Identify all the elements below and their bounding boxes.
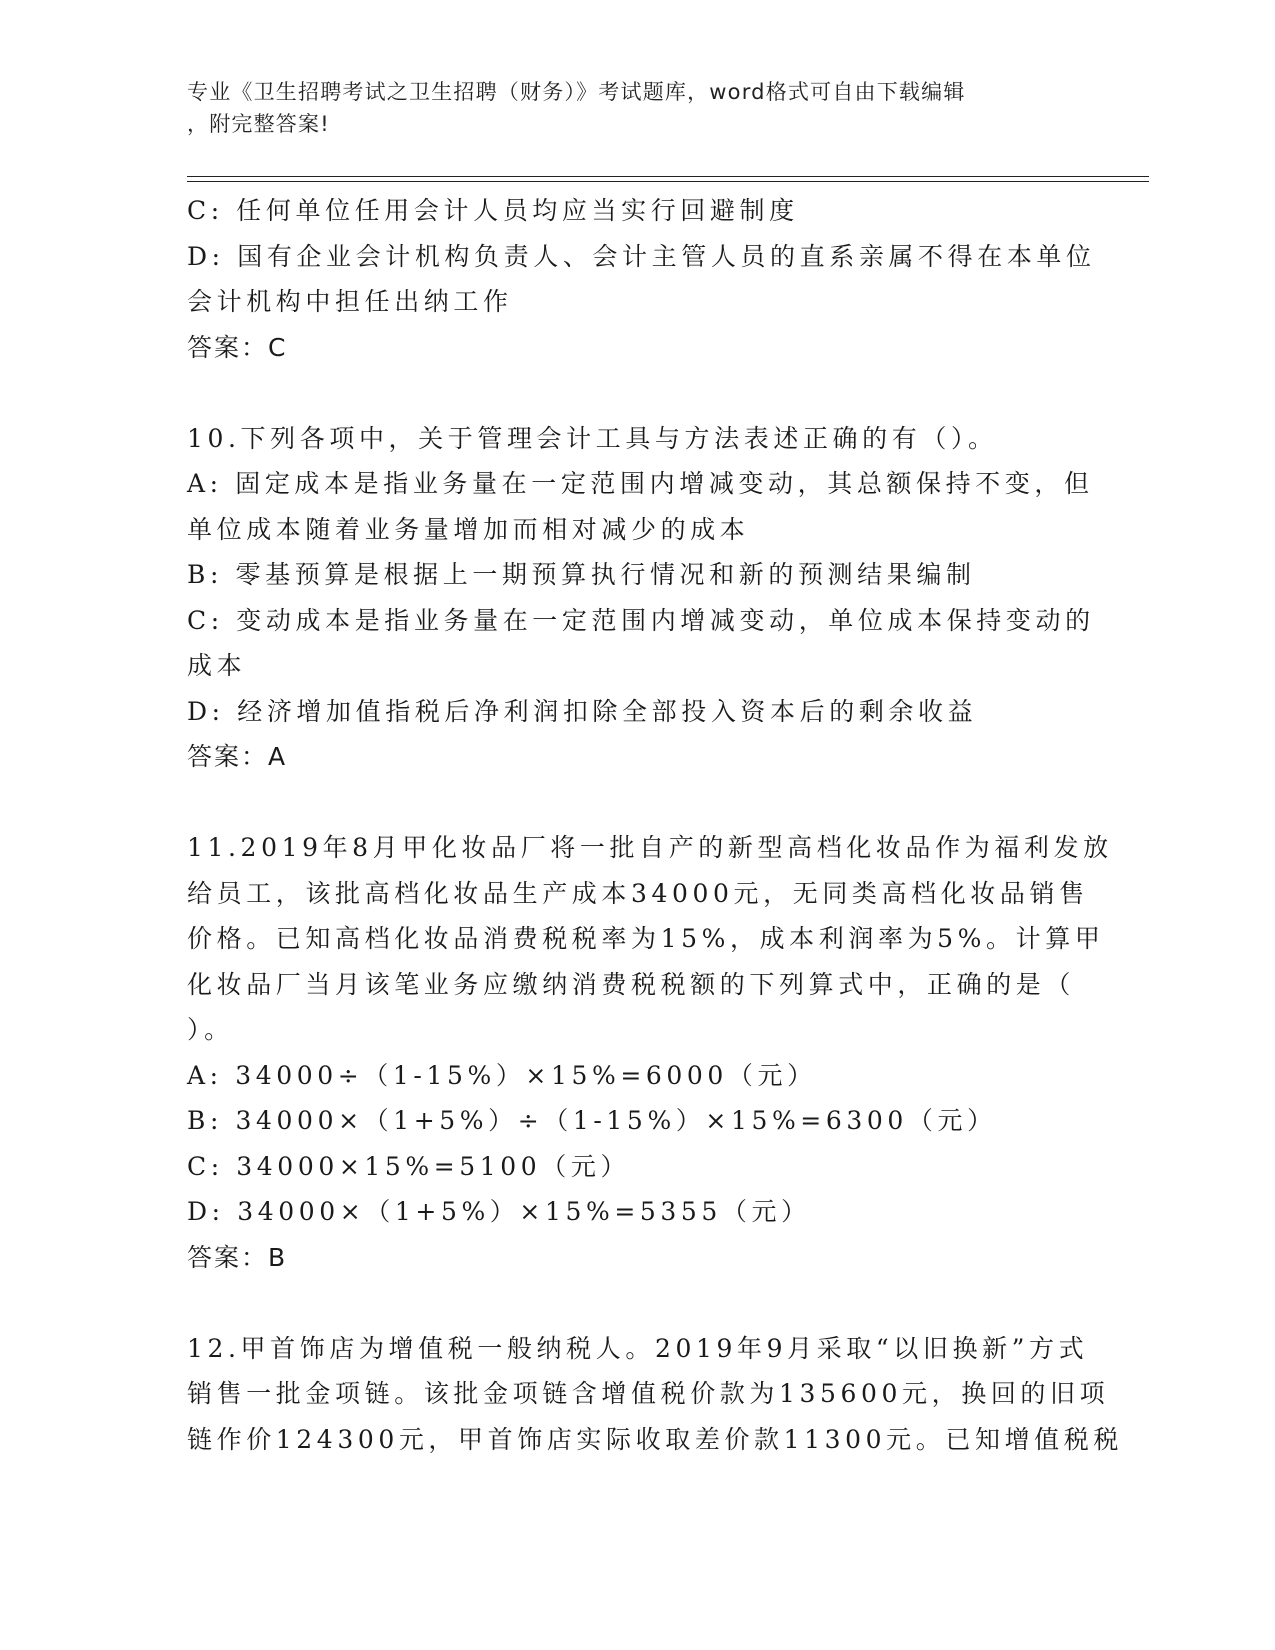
option-d: D: 国有企业会计机构负责人、会计主管人员的直系亲属不得在本单位 — [187, 241, 1096, 271]
option-c: C: 34000×15%=5100（元） — [187, 1151, 631, 1181]
header-line: ，附完整答案! — [187, 112, 330, 136]
option-a: 单位成本随着业务量增加而相对减少的成本 — [187, 514, 750, 544]
document-header — [187, 76, 1067, 140]
option-d: 会计机构中担任出纳工作 — [187, 287, 513, 316]
spacer — [187, 370, 1087, 416]
question-12 — [187, 1326, 1123, 1463]
question-9-continued — [187, 188, 1096, 370]
question-stem: 11.2019年8月甲化妆品厂将一批自产的新型高档化妆品作为福利发放 — [187, 833, 1113, 862]
header-divider — [187, 181, 1149, 182]
header-divider — [187, 176, 1149, 177]
option-d: D: 经济增加值指税后净利润扣除全部投入资本后的剩余收益 — [187, 696, 978, 726]
option-a: A: 固定成本是指业务量在一定范围内增减变动，其总额保持不变，但 — [187, 469, 1094, 498]
question-stem: 销售一批金项链。该批金项链含增值税价款为135600元，换回的旧项 — [187, 1379, 1110, 1408]
answer: 答案：C — [187, 332, 288, 362]
option-c: C: 变动成本是指业务量在一定范围内增减变动，单位成本保持变动的 — [187, 605, 1095, 635]
question-stem: 给员工，该批高档化妆品生产成本34000元，无同类高档化妆品销售 — [187, 878, 1089, 908]
header-line: 专业《卫生招聘考试之卫生招聘（财务）》考试题库，word格式可自由下载编辑 — [187, 80, 966, 104]
answer: 答案：A — [187, 742, 288, 771]
question-stem: 价格。已知高档化妆品消费税税率为15%，成本利润率为5%。计算甲 — [187, 924, 1105, 953]
document-body — [187, 188, 1123, 1462]
option-b: B: 34000×（1+5%）÷（1-15%）×15%=6300（元） — [187, 1106, 997, 1135]
spacer — [187, 780, 1087, 826]
question-stem: 化妆品厂当月该笔业务应缴纳消费税税额的下列算式中，正确的是（ — [187, 969, 1076, 999]
spacer — [187, 1280, 1087, 1326]
question-11 — [187, 825, 1113, 1280]
option-c: 成本 — [187, 651, 247, 680]
option-b: B: 零基预算是根据上一期预算执行情况和新的预测结果编制 — [187, 560, 976, 589]
option-c: C: 任何单位任用会计人员均应当实行回避制度 — [187, 196, 799, 225]
question-stem: ）。 — [187, 1015, 234, 1044]
option-a: A: 34000÷（1-15%）×15%=6000（元） — [187, 1060, 817, 1090]
question-stem: 10.下列各项中，关于管理会计工具与方法表述正确的有（）。 — [187, 423, 998, 453]
answer: 答案：B — [187, 1242, 288, 1272]
question-stem: 12.甲首饰店为增值税一般纳税人。2019年9月采取“以旧换新”方式 — [187, 1333, 1089, 1363]
question-10 — [187, 416, 1095, 780]
question-stem: 链作价124300元，甲首饰店实际收取差价款11300元。已知增值税税 — [187, 1424, 1123, 1454]
option-d: D: 34000×（1+5%）×15%=5355（元） — [187, 1197, 811, 1226]
